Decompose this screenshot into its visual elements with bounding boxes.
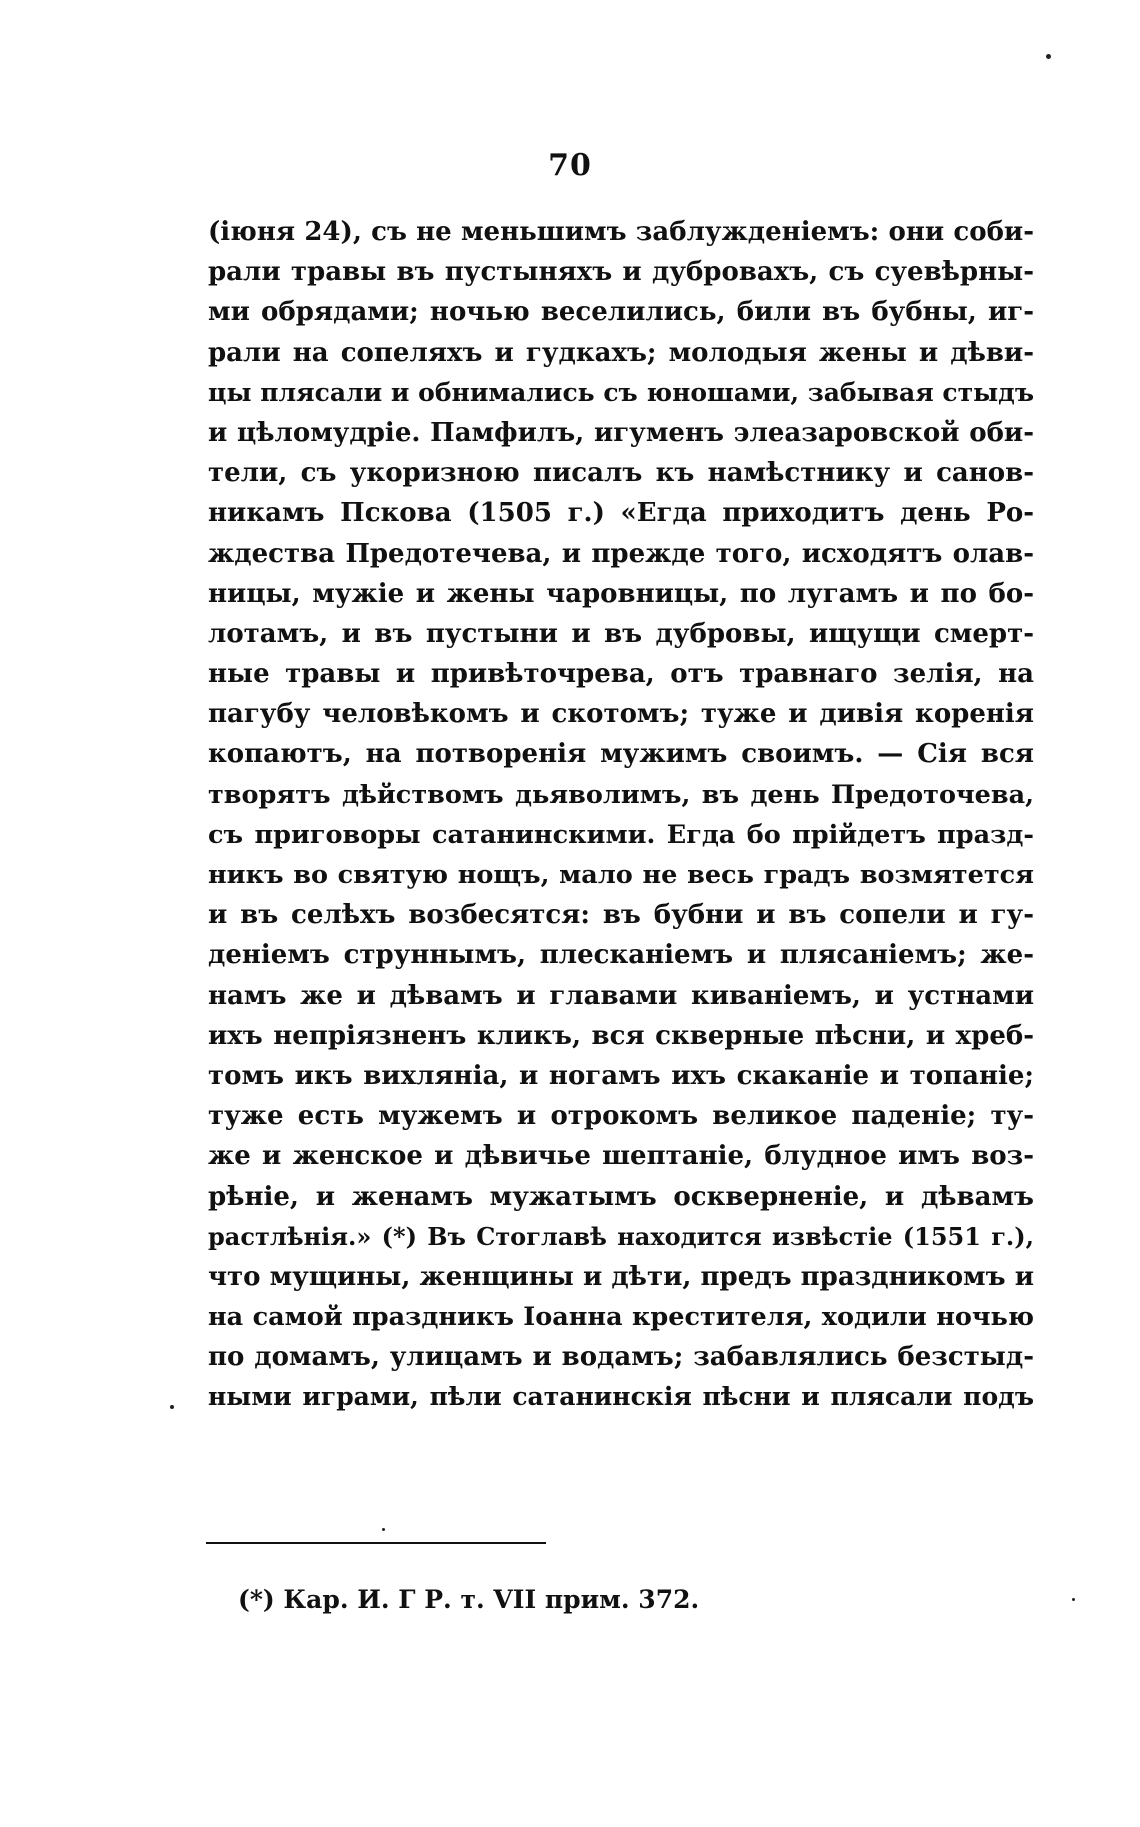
text-line: и цѣломудріе. Памфилъ, игуменъ элеазаровской оби- [208, 417, 1034, 448]
text-line: и въ селѣхъ возбесятся: въ бубни и въ сопели и гу- [208, 900, 1034, 931]
text-line: туже есть мужемъ и отрокомъ великое паденіе; ту- [208, 1101, 1034, 1132]
text-line: ихъ непріязненъ кликъ, вся скверные пѣсни, и хреб- [208, 1020, 1034, 1051]
print-speck [382, 1528, 385, 1531]
page-number: 70 [548, 148, 592, 183]
text-line: никъ во святую нощъ, мало не весь градъ возмятется [208, 860, 1034, 890]
text-line: ные травы и привѣточрева, отъ травнаго зелія, на [208, 659, 1034, 690]
text-line: творятъ дѣйствомъ дьяволимъ, въ день Предоточева, [208, 779, 1034, 810]
text-line: по домамъ, улицамъ и водамъ; забавлялись безстыд- [208, 1342, 1034, 1373]
text-line: деніемъ струннымъ, плесканіемъ и плясаніемъ; же- [208, 940, 1034, 971]
text-line: пагубу человѣкомъ и скотомъ; туже и дивія коренія [208, 699, 1034, 730]
text-line: томъ икъ вихляніа, и ногамъ ихъ скаканіе и топаніе; [208, 1060, 1034, 1091]
footnote-rule [206, 1542, 546, 1544]
print-speck [1046, 54, 1051, 59]
print-speck [170, 1405, 174, 1409]
text-line: лотамъ, и въ пустыни и въ дубровы, ищущи смерт- [208, 618, 1034, 649]
text-line: же и женское и дѣвичье шептаніе, блудное имъ воз- [208, 1141, 1034, 1172]
text-line: никамъ Пскова (1505 г.) «Егда приходитъ день Ро- [208, 498, 1034, 529]
text-line: ными играми, пѣли сатанинскія пѣсни и плясали подъ [208, 1382, 1034, 1412]
text-line: на самой праздникъ Іоанна крестителя, ходили ночью [208, 1302, 1034, 1333]
text-line: рали травы въ пустыняхъ и дубровахъ, съ суевѣрны- [208, 257, 1034, 288]
text-line: растлѣнія.» (*) Въ Стоглавѣ находится извѣстіе (1551 г.), [208, 1221, 1034, 1251]
text-line: тели, съ укоризною писалъ къ намѣстнику и санов- [208, 458, 1034, 489]
text-line: копаютъ, на потворенія мужимъ своимъ. — Сія вся [208, 739, 1034, 770]
text-line: что мущины, женщины и дѣти, предъ праздникомъ и [208, 1261, 1034, 1292]
text-line: цы плясали и обнимались съ юношами, забывая стыдъ [208, 377, 1034, 407]
text-line: ми обрядами; ночью веселились, били въ бубны, иг- [208, 297, 1034, 328]
print-speck [1072, 1598, 1075, 1601]
body-text [208, 212, 1034, 1418]
text-line: ждества Предотечева, и прежде того, исходятъ олав- [208, 538, 1034, 569]
footnote: (*) Кар. И. Г Р. т. VII прим. 372. [238, 1585, 700, 1614]
text-line: рали на сопеляхъ и гудкахъ; молодыя жены и дѣви- [208, 337, 1034, 368]
text-line: (іюня 24), съ не меньшимъ заблужденіемъ: они соби- [208, 217, 1034, 247]
text-line: ницы, мужіе и жены чаровницы, по лугамъ и по бо- [208, 578, 1034, 609]
text-line: намъ же и дѣвамъ и главами киваніемъ, и устнами [208, 980, 1034, 1011]
text-line: рѣніе, и женамъ мужатымъ оскверненіе, и дѣвамъ [208, 1181, 1034, 1212]
text-line: съ приговоры сатанинскими. Егда бо прійдетъ празд- [208, 819, 1034, 850]
